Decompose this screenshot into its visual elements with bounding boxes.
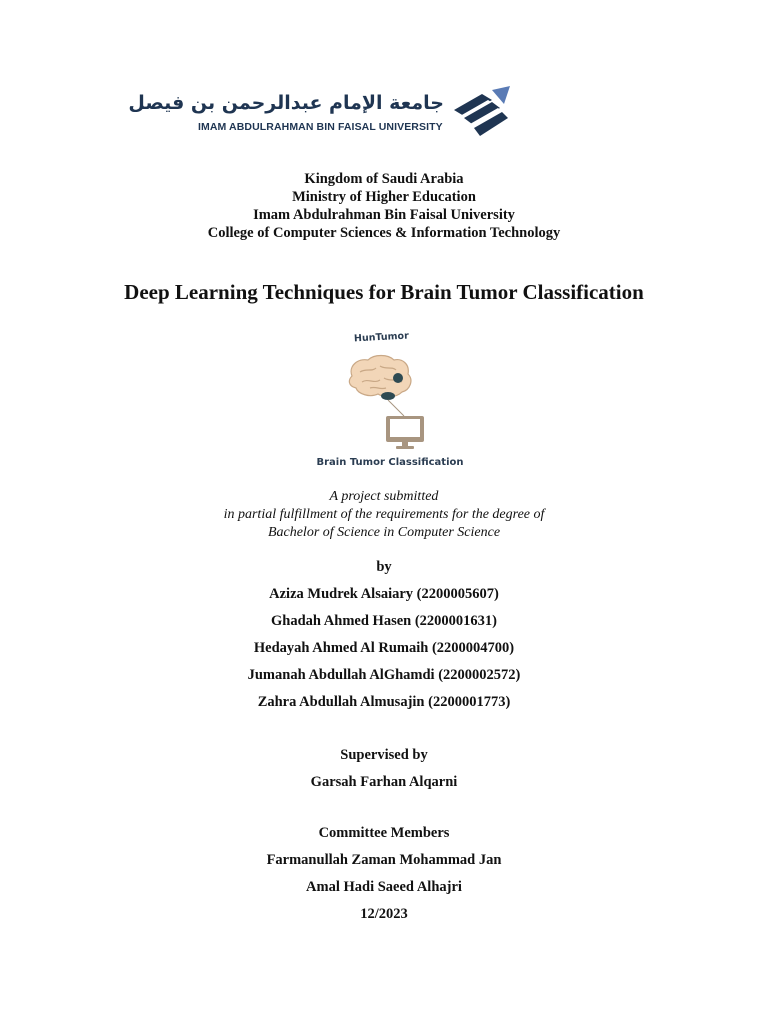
project-logo-name: HunTumor [353, 330, 410, 345]
project-logo-caption: Brain Tumor Classification [316, 457, 464, 468]
author-name: Hedayah Ahmed Al Rumaih (2200004700) [253, 640, 515, 656]
supervisor-name: Garsah Farhan Alqarni [310, 774, 458, 790]
submission-date: 12/2023 [360, 906, 408, 922]
committee-member: Farmanullah Zaman Mohammad Jan [266, 852, 502, 868]
university-name-arabic: جامعة الإمام عبدالرحمن بن فيصل [128, 92, 444, 114]
submission-line-2: in partial fulfillment of the requirements for the degree of [223, 507, 545, 522]
university-logo [128, 86, 516, 142]
submission-line-3: Bachelor of Science in Computer Science [267, 525, 501, 540]
submission-line-1: A project submitted [329, 489, 439, 504]
supervisor-label: Supervised by [340, 747, 428, 763]
institution-line-college: College of Computer Sciences & Information Technology [207, 225, 561, 241]
document-title: Deep Learning Techniques for Brain Tumor Classification [124, 280, 644, 304]
committee-label: Committee Members [318, 825, 450, 841]
author-name: Jumanah Abdullah AlGhamdi (2200002572) [247, 667, 521, 683]
university-emblem-icon [452, 86, 514, 142]
author-name: Ghadah Ahmed Hasen (2200001631) [271, 613, 497, 629]
author-name: Aziza Mudrek Alsaiary (2200005607) [269, 586, 499, 602]
institution-line-country: Kingdom of Saudi Arabia [304, 171, 464, 187]
project-logo [316, 328, 464, 473]
institution-line-ministry: Ministry of Higher Education [292, 189, 476, 205]
institution-line-university: Imam Abdulrahman Bin Faisal University [253, 207, 515, 223]
committee-member: Amal Hadi Saeed Alhajri [306, 879, 462, 895]
university-name-english: IMAM ABDULRAHMAN BIN FAISAL UNIVERSITY [198, 121, 443, 133]
author-name: Zahra Abdullah Almusajin (2200001773) [257, 694, 511, 710]
brain-monitor-icon [346, 354, 428, 450]
by-label: by [376, 559, 392, 575]
